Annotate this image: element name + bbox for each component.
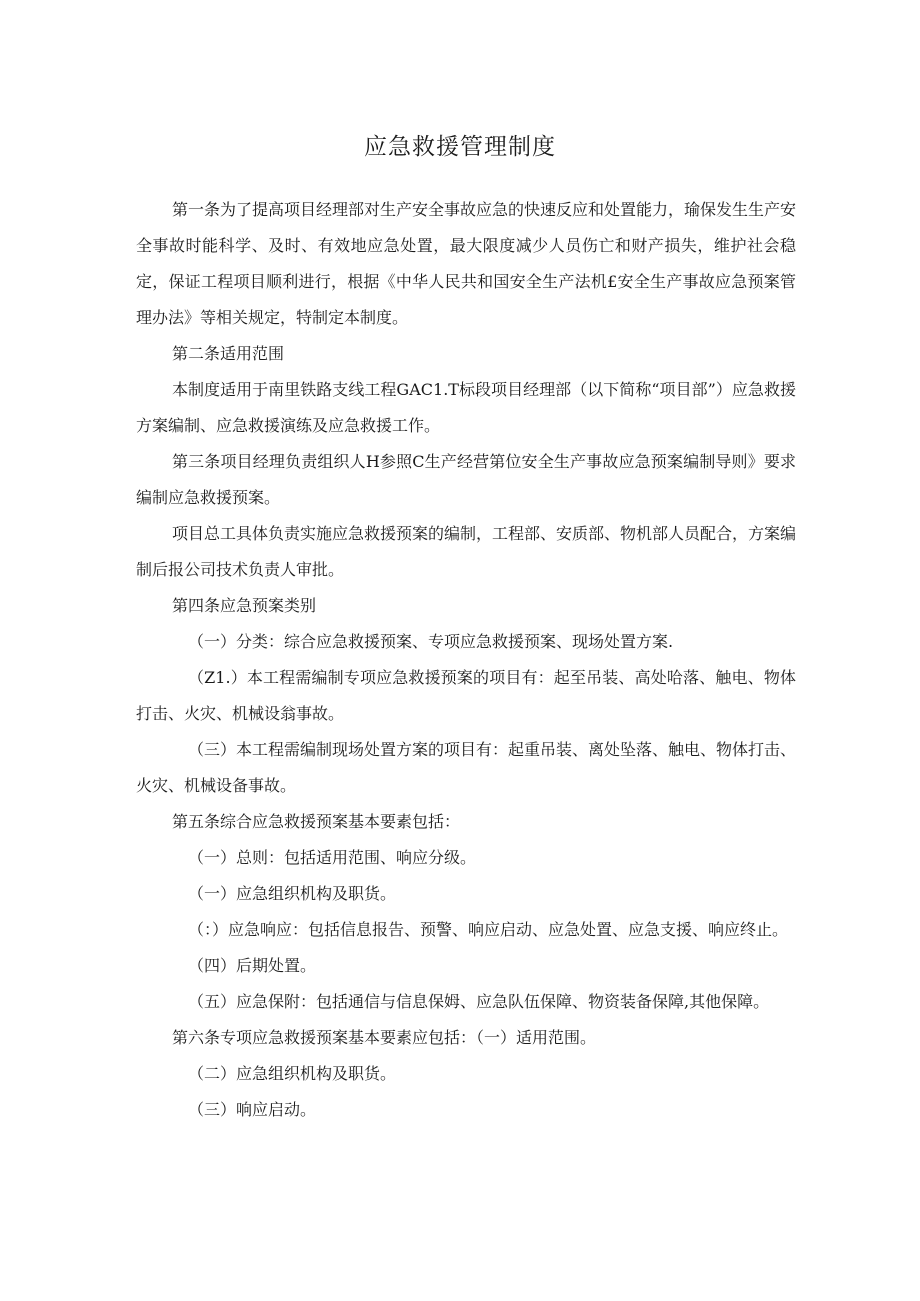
paragraph-8: （Z1.）本工程需编制专项应急救援预案的项目有：起至吊装、高处哈落、触电、物体打击、火灾、机械设翁事故。 bbox=[136, 668, 796, 723]
paragraph-17: （二）应急组织机构及职货。 bbox=[188, 1064, 397, 1083]
paragraph-13: （：）应急响应：包括信息报告、预警、响应启动、应急处置、应急支援、响应终止。 bbox=[188, 920, 789, 939]
document-body bbox=[136, 192, 796, 1128]
paragraph-3: 本制度适用于南里铁路支线工程GAC1.T标段项目经理部（以下简称“项目部”）应急救援方案编制、应急救援演练及应急救援工作。 bbox=[136, 380, 796, 435]
paragraph-7: （一）分类：综合应急救援预案、专项应急救援预案、现场处置方案. bbox=[188, 632, 674, 651]
paragraph-16: 第六条专项应急救援预案基本要素应包括：（一）适用范围。 bbox=[172, 1028, 597, 1047]
paragraph-5: 项目总工具体负责实施应急救援预案的编制，工程部、安质部、物机部人员配合，方案编制后报公司技术负责人审批。 bbox=[136, 524, 797, 579]
paragraph-1: 第一条为了提高项目经理部对生产安全事故应急的快速反应和处置能力，瑜保发生生产安全事故时能科学、及时、有效地应急处置，最大限度减少人员伤亡和财产损失，维护社会稳定，保证工程项目顺利进行，根据《中华人民共和国安全生产法机£安全生产事故应急预案管理办法》等相关规定，特制定本制度。 bbox=[136, 200, 797, 327]
paragraph-4: 第三条项目经理负责组织人H参照C生产经营第位安全生产事故应急预案编制导则》要求编制应急救援预案。 bbox=[136, 452, 796, 507]
paragraph-2: 第二条适用范围 bbox=[172, 344, 285, 363]
paragraph-18: （三）响应启动。 bbox=[188, 1100, 317, 1119]
paragraph-6: 第四条应急预案类别 bbox=[172, 596, 317, 615]
paragraph-9: （三）本工程需编制现场处置方案的项目有：起重吊装、离处坠落、触电、物体打击、火灾、机械设备事故。 bbox=[136, 740, 797, 795]
paragraph-10: 第五条综合应急救援预案基本要素包括： bbox=[172, 812, 461, 831]
paragraph-12: （一）应急组织机构及职货。 bbox=[188, 884, 397, 903]
paragraph-11: （一）总则：包括适用范围、响应分级。 bbox=[188, 848, 477, 867]
paragraph-14: （四）后期处置。 bbox=[188, 956, 317, 975]
document-title: 应急救援管理制度 bbox=[364, 134, 556, 160]
paragraph-15: （五）应急保附：包括通信与信息保姆、应急队伍保障、物资装备保障,其他保障。 bbox=[188, 992, 770, 1011]
